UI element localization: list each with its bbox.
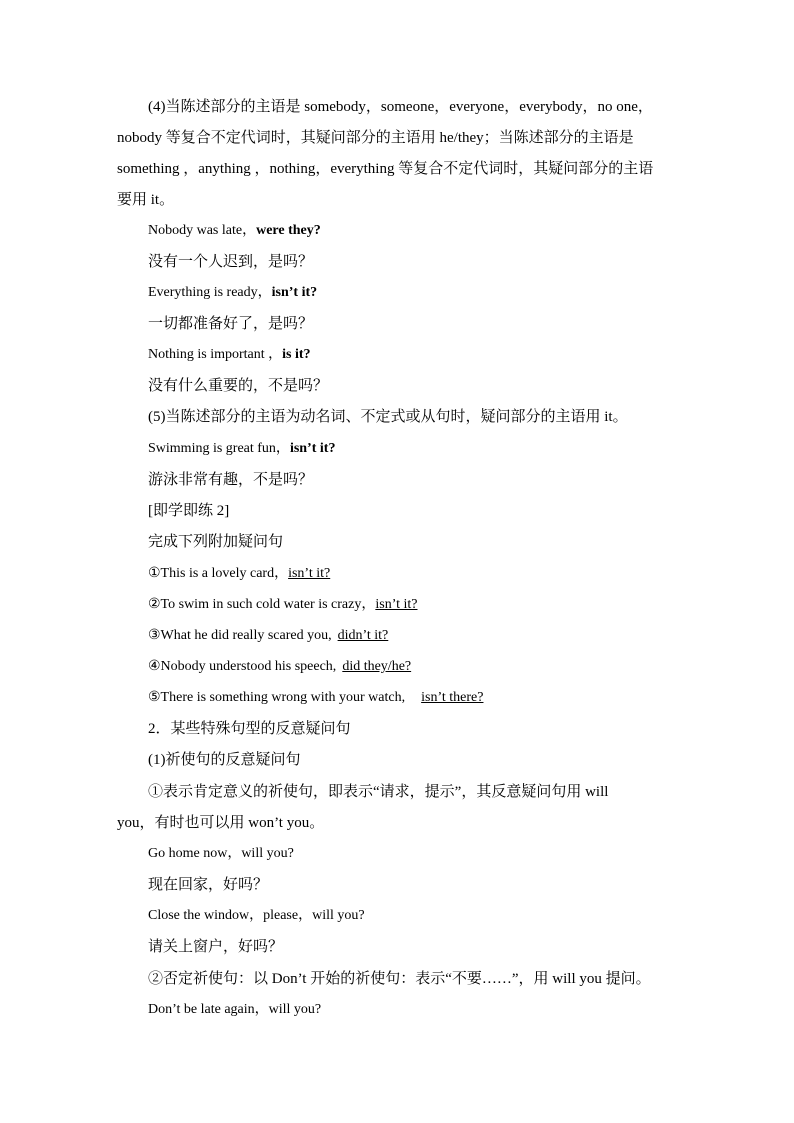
example-en: Go home now，will you? [148, 846, 294, 861]
practice-item [148, 689, 483, 707]
practice-answer: isn’t it? [288, 566, 331, 581]
rule4-line-1: (4)当陈述部分的主语是 somebody，someone，everyone，everybody，no one， [148, 99, 653, 115]
example-cn: 游泳非常有趣，不是吗？ [148, 472, 314, 488]
practice-answer: isn’t it? [375, 597, 418, 612]
practice-question: ③What he did really scared you, [148, 628, 332, 643]
practice-question: ④Nobody understood his speech, [148, 659, 337, 674]
example-cn: 现在回家，好吗？ [148, 877, 269, 893]
example-en [148, 440, 335, 458]
rule-a-line-1: ①表示肯定意义的祈使句，即表示“请求，提示”，其反意疑问句用 will [148, 784, 609, 800]
sub-heading: (1)祈使句的反意疑问句 [148, 752, 301, 768]
practice-answer: did they/he? [342, 659, 412, 674]
example-cn: 没有什么重要的，不是吗？ [148, 378, 329, 394]
practice-question: ⑤There is something wrong with your watch, [148, 690, 406, 705]
example-tag: were they? [256, 223, 321, 238]
example-en: Don’t be late again，will you? [148, 1002, 322, 1017]
example-statement: Swimming is great fun， [148, 441, 290, 456]
practice-question: ①This is a lovely card， [148, 566, 289, 581]
example-en [148, 222, 321, 240]
practice-answer: isn’t there? [421, 690, 484, 705]
example-cn: 没有一个人迟到，是吗？ [148, 254, 314, 270]
rule-b: ②否定祈使句：以 Don’t 开始的祈使句：表示“不要……”，用 will you 提问。 [148, 971, 651, 987]
example-cn: 请关上窗户，好吗？ [148, 939, 284, 955]
example-statement: Everything is ready， [148, 285, 272, 300]
practice-item [148, 658, 411, 676]
rule-a-line-2: you，有时也可以用 won’t you。 [117, 815, 325, 831]
practice-question: ②To swim in such cold water is crazy， [148, 597, 376, 612]
rule4-line-2: nobody 等复合不定代词时，其疑问部分的主语用 he/they；当陈述部分的主语是 [117, 130, 634, 146]
practice-item [148, 565, 330, 583]
example-tag: isn’t it? [271, 285, 318, 300]
section-heading: 2．某些特殊句型的反意疑问句 [148, 721, 351, 737]
practice-item [148, 596, 418, 614]
rule4-line-4: 要用 it。 [117, 192, 175, 208]
example-en [148, 346, 311, 364]
example-en: Close the window，please，will you? [148, 908, 365, 923]
example-cn: 一切都准备好了，是吗？ [148, 316, 314, 332]
rule5: (5)当陈述部分的主语为动名词、不定式或从句时，疑问部分的主语用 it。 [148, 409, 628, 425]
example-statement: Nothing is important ， [148, 347, 283, 362]
example-en [148, 284, 317, 302]
practice-answer: didn’t it? [337, 628, 389, 643]
practice-title: [即学即练 2] [148, 503, 230, 519]
rule4-line-3: something ，anything ，nothing，everything 等复合不定代词时，其疑问部分的主语 [117, 161, 654, 177]
example-tag: is it? [282, 347, 311, 362]
example-tag: isn’t it? [289, 441, 336, 456]
practice-item [148, 627, 388, 645]
example-statement: Nobody was late， [148, 223, 257, 238]
practice-instruction: 完成下列附加疑问句 [148, 534, 284, 550]
